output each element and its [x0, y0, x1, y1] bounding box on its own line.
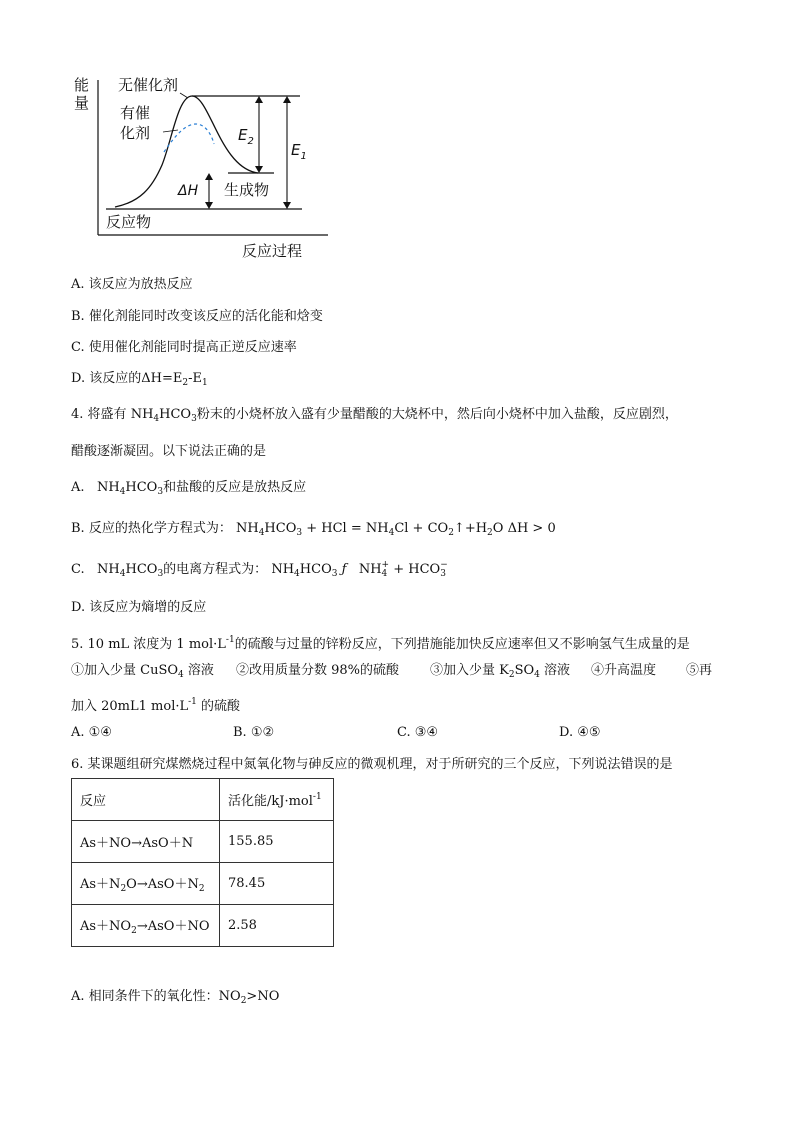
table-cell-value: 2.58 [220, 905, 334, 947]
energy-diagram [60, 60, 330, 270]
q4-c-equation: $NH_4HCO_3$ ƒ NH + 4 + HCO − 3 [271, 560, 448, 579]
q4-option-d: D. 该反应为熵增的反应 [71, 600, 207, 615]
q5-option-a: A. ①④ [71, 725, 112, 740]
table-row [72, 863, 334, 905]
q5-measure-5-cont: 加入 20mL1 $mol\cdot L^{-1}$ 的硫酸 [71, 697, 241, 714]
q5-measure-2: ②改用质量分数 98%的硫酸 [236, 663, 400, 678]
table-header-reaction: 反应 [72, 779, 220, 821]
no-catalyst-label: 无催化剂 [118, 76, 179, 94]
table-cell-value: 78.45 [220, 863, 334, 905]
e2-label: $E_2$ [238, 126, 254, 147]
q6-stem: 6. 某课题组研究煤燃烧过程中氮氧化物与砷反应的微观机理，对于所研究的三个反应，下列说法错误的是 [71, 757, 673, 772]
q3-option-c: C. 使用催化剂能同时提高正逆反应速率 [71, 340, 297, 355]
table-cell-reaction: $As+N_2O\to AsO+N_2$ [72, 863, 220, 905]
catalyzed-curve [164, 124, 214, 152]
y-axis-label-2: 量 [74, 94, 90, 112]
q4-stem-line1: 4. 将盛有 $NH_4HCO_3$粉末的小烧杯放入盛有少量醋酸的大烧杯中，然后向小烧杯中加入盐酸，反应剧烈， [71, 407, 678, 424]
table-cell-reaction: As＋NO→AsO＋N [72, 821, 220, 863]
e1-label: $E_1$ [291, 141, 307, 162]
q5-measure-4: ④升高温度 [591, 663, 657, 678]
q3-option-d: D. 该反应的$\Delta H=E_2-E_1$ [71, 371, 208, 388]
table-cell-value: 155.85 [220, 821, 334, 863]
q5-measure-1: ①加入少量 CuSO$_4$ 溶液 [71, 663, 214, 680]
reactant-label: 反应物 [106, 213, 152, 231]
catalyst-label-2: 化剂 [120, 124, 151, 142]
q4-option-a: A. $NH_4HCO_3$和盐酸的反应是放热反应 [71, 480, 307, 497]
q5-option-d: D. ④⑤ [559, 725, 601, 740]
no-catalyst-pointer [180, 93, 188, 98]
x-axis-label: 反应过程 [242, 242, 303, 260]
q4-b-equation: $NH_4HCO_3$ + HCl = $NH_4Cl$ + $CO_2↑+H_2O$ ΔH > 0 [235, 521, 556, 538]
q5-option-c: C. ③④ [397, 725, 439, 740]
activation-energy-table [71, 778, 334, 947]
q3-option-a: A. 该反应为放热反应 [71, 277, 193, 292]
q4-stem-line2: 醋酸逐渐凝固。以下说法正确的是 [71, 444, 267, 459]
q5-stem: 5. 10 mL 浓度为 1 $mol\cdot L^{-1}$的硫酸与过量的锌粉反应，下列措施能加快反应速率但又不影响氢气生成量的是 [71, 635, 690, 652]
q4-option-c: C. $NH_4HCO_3$的电离方程式为： $NH_4HCO_3$ ƒ NH + 4 + HCO − 3 [71, 560, 448, 579]
table-header-activation-energy: 活化能/kJ·mol$^{-1}$ [220, 779, 334, 821]
table-cell-reaction: $As+NO_2\to AsO+NO$ [72, 905, 220, 947]
q5-option-b: B. ①② [233, 725, 275, 740]
q3-option-b: B. 催化剂能同时改变该反应的活化能和焓变 [71, 309, 323, 324]
table-header-row [72, 779, 334, 821]
catalyst-label-1: 有催 [120, 104, 151, 122]
q6-option-a: A. 相同条件下的氧化性：$NO_2>NO$ [71, 989, 280, 1006]
q5-measure-5: ⑤再 [686, 663, 713, 678]
product-label: 生成物 [224, 181, 270, 199]
table-row [72, 905, 334, 947]
dh-label: ΔH [178, 183, 199, 199]
y-axis-label-1: 能 [74, 76, 90, 94]
q5-measure-3: ③加入少量 $K_2SO_4$ 溶液 [430, 663, 571, 680]
q4-option-b: B. 反应的热化学方程式为： $NH_4HCO_3$ + HCl = $NH_4Cl$ + $CO_2↑+H_2O$ ΔH > 0 [71, 521, 556, 538]
catalyst-pointer [163, 130, 178, 132]
table-row [72, 821, 334, 863]
